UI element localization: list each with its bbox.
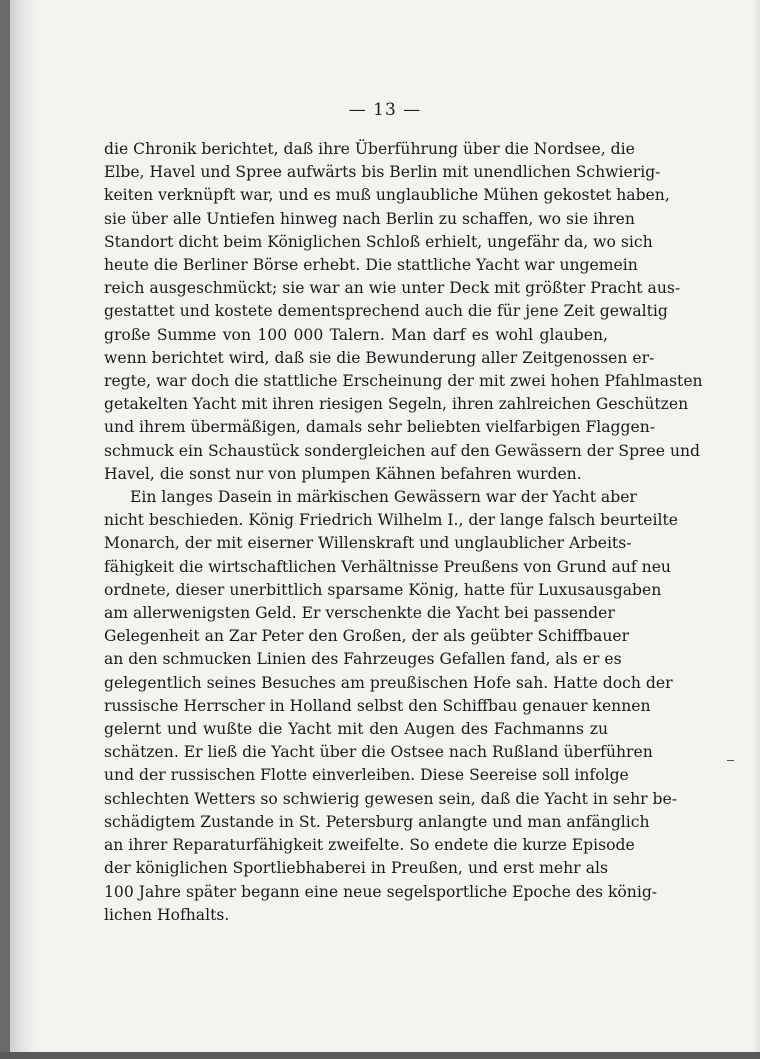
text-line: Monarch, der mit eiserner Willenskraft und unglaublicher Arbeits- (104, 534, 632, 553)
text-line: Havel, die sonst nur von plumpen Kähnen befahren wurden. (104, 464, 582, 483)
page-gutter-shadow (10, 0, 36, 1052)
text-line: getakelten Yacht mit ihren riesigen Segeln, ihren zahlreichen Geschützen (104, 395, 689, 414)
text-line: gestattet und kostete dementsprechend auch die für jene Zeit gewaltig (104, 302, 668, 321)
text-line: regte, war doch die stattliche Erscheinung der mit zwei hohen Pfahlmasten (104, 372, 703, 391)
text-line: schätzen. Er ließ die Yacht über die Ostsee nach Rußland überführen (104, 743, 653, 762)
text-line: an ihrer Reparaturfähigkeit zweifelte. So endete die kurze Episode (104, 836, 635, 855)
text-line: Standort dicht beim Königlichen Schloß erhielt, ungefähr da, wo sich (104, 232, 653, 251)
text-line: schädigtem Zustande in St. Petersburg anlangte und man anfänglich (104, 812, 650, 831)
text-line: schlechten Wetters so schwierig gewesen sein, daß die Yacht in sehr be- (104, 789, 678, 808)
text-line: 100 Jahre später begann eine neue segelsportliche Epoche des könig- (104, 882, 658, 901)
text-line: und der russischen Flotte einverleiben. Diese Seereise soll infolge (104, 766, 629, 785)
text-line: Gelegenheit an Zar Peter den Großen, der als geübter Schiffbauer (104, 627, 630, 646)
margin-mark (727, 760, 734, 761)
paragraph (104, 486, 678, 927)
text-line: russische Herrscher in Holland selbst den Schiffbau genauer kennen (104, 696, 651, 715)
text-line: Elbe, Havel und Spree aufwärts bis Berlin mit unendlichen Schwierig- (104, 163, 661, 182)
text-line: keiten verknüpft war, und es muß unglaubliche Mühen gekostet haben, (104, 186, 670, 205)
paragraph (104, 138, 703, 486)
text-line: reich ausgeschmückt; sie war an wie unter Deck mit größter Pracht aus- (104, 279, 681, 298)
text-line: an den schmucken Linien des Fahrzeuges Gefallen fand, als er es (104, 650, 622, 669)
text-line: am allerwenigsten Geld. Er verschenkte die Yacht bei passender (104, 604, 615, 623)
text-line: große Summe von 100 000 Talern. Man darf es wohl glauben, (104, 325, 608, 344)
text-line: gelegentlich seines Besuches am preußischen Hofe sah. Hatte doch der (104, 673, 673, 692)
text-line: heute die Berliner Börse erhebt. Die stattliche Yacht war ungemein (104, 256, 638, 275)
text-line: ordnete, dieser unerbittlich sparsame König, hatte für Luxusausgaben (104, 580, 662, 599)
text-line: die Chronik berichtet, daß ihre Überführung über die Nordsee, die (104, 140, 635, 158)
page-number: — 13 — (348, 100, 422, 120)
body-text (104, 138, 703, 927)
scan-bottom-border (0, 1052, 760, 1059)
text-line: schmuck ein Schaustück sondergleichen auf den Gewässern der Spree und (104, 441, 701, 460)
book-page (10, 0, 760, 1052)
text-line: und ihrem übermäßigen, damals sehr beliebten vielfarbigen Flaggen- (104, 418, 656, 437)
text-line: wenn berichtet wird, daß sie die Bewunderung aller Zeitgenossen er- (104, 348, 655, 367)
text-line: sie über alle Untiefen hinweg nach Berlin zu schaffen, wo sie ihren (104, 209, 635, 228)
text-line: gelernt und wußte die Yacht mit den Augen des Fachmanns zu (104, 720, 608, 739)
text-line: fähigkeit die wirtschaftlichen Verhältnisse Preußens von Grund auf neu (104, 557, 671, 576)
text-line: nicht beschieden. König Friedrich Wilhelm I., der lange falsch beurteilte (104, 511, 678, 530)
page-edge (752, 0, 760, 1052)
text-line: Ein langes Dasein in märkischen Gewässern war der Yacht aber (130, 488, 637, 507)
text-line: der königlichen Sportliebhaberei in Preußen, und erst mehr als (104, 859, 608, 878)
text-line: lichen Hofhalts. (104, 905, 230, 924)
